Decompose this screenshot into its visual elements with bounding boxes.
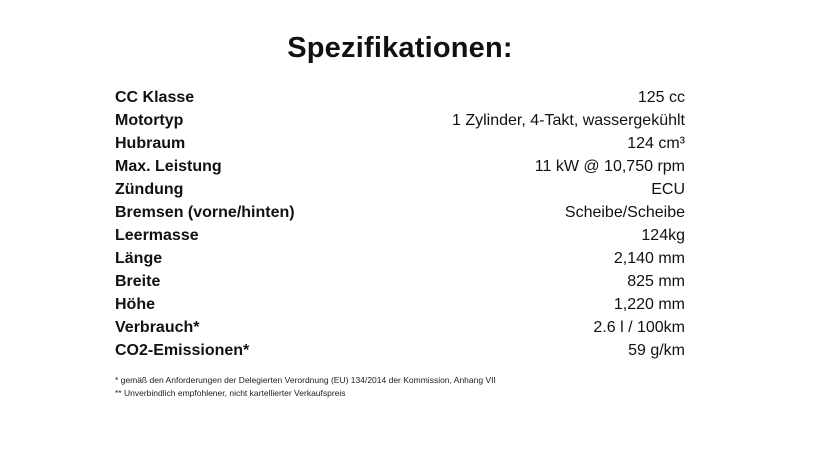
spec-label: CO2-Emissionen* xyxy=(115,342,250,359)
spec-label: Max. Leistung xyxy=(115,158,222,175)
spec-value: 1 Zylinder, 4-Takt, wassergekühlt xyxy=(452,112,685,129)
spec-row-hoehe xyxy=(115,293,685,316)
spec-value: 2,140 mm xyxy=(613,250,685,267)
spec-row-co2-emissionen xyxy=(115,339,685,362)
spec-row-verbrauch xyxy=(115,316,685,339)
spec-label: Höhe xyxy=(115,296,155,313)
spec-value: 124 cm³ xyxy=(627,135,685,152)
footnotes xyxy=(115,374,496,400)
spec-label: Verbrauch* xyxy=(115,319,200,336)
footnote-regulation: * gemäß den Anforderungen der Delegierten Verordnung (EU) 134/2014 der Kommission, Anhang VII xyxy=(115,375,496,385)
spec-label: Breite xyxy=(115,273,161,290)
spec-label: Länge xyxy=(115,250,163,267)
spec-row-max-leistung xyxy=(115,155,685,178)
spec-row-motortyp xyxy=(115,109,685,132)
spec-value: 59 g/km xyxy=(628,342,685,359)
spec-row-laenge xyxy=(115,247,685,270)
spec-value: Scheibe/Scheibe xyxy=(564,204,685,221)
spec-label: Motortyp xyxy=(115,112,184,129)
spec-label: CC Klasse xyxy=(115,89,195,106)
spec-label: Leermasse xyxy=(115,227,199,244)
spec-row-bremsen xyxy=(115,201,685,224)
spec-row-hubraum xyxy=(115,132,685,155)
spec-label: Bremsen (vorne/hinten) xyxy=(115,204,295,221)
spec-row-leermasse xyxy=(115,224,685,247)
spec-value: 825 mm xyxy=(627,273,685,290)
spec-value: 1,220 mm xyxy=(613,296,685,313)
spec-value: ECU xyxy=(651,181,685,198)
spec-row-zuendung xyxy=(115,178,685,201)
spec-value: 11 kW @ 10,750 rpm xyxy=(534,158,685,175)
spec-label: Zündung xyxy=(115,181,184,198)
page-title: Spezifikationen: xyxy=(287,32,513,65)
spec-row-breite xyxy=(115,270,685,293)
spec-value: 125 cc xyxy=(637,89,685,106)
spec-value: 2.6 l / 100km xyxy=(593,319,685,336)
spec-row-cc-klasse xyxy=(115,86,685,109)
footnote-price: ** Unverbindlich empfohlener, nicht kartellierter Verkaufspreis xyxy=(115,388,346,398)
spec-table xyxy=(115,86,685,362)
spec-label: Hubraum xyxy=(115,135,186,152)
spec-value: 124kg xyxy=(641,227,685,244)
